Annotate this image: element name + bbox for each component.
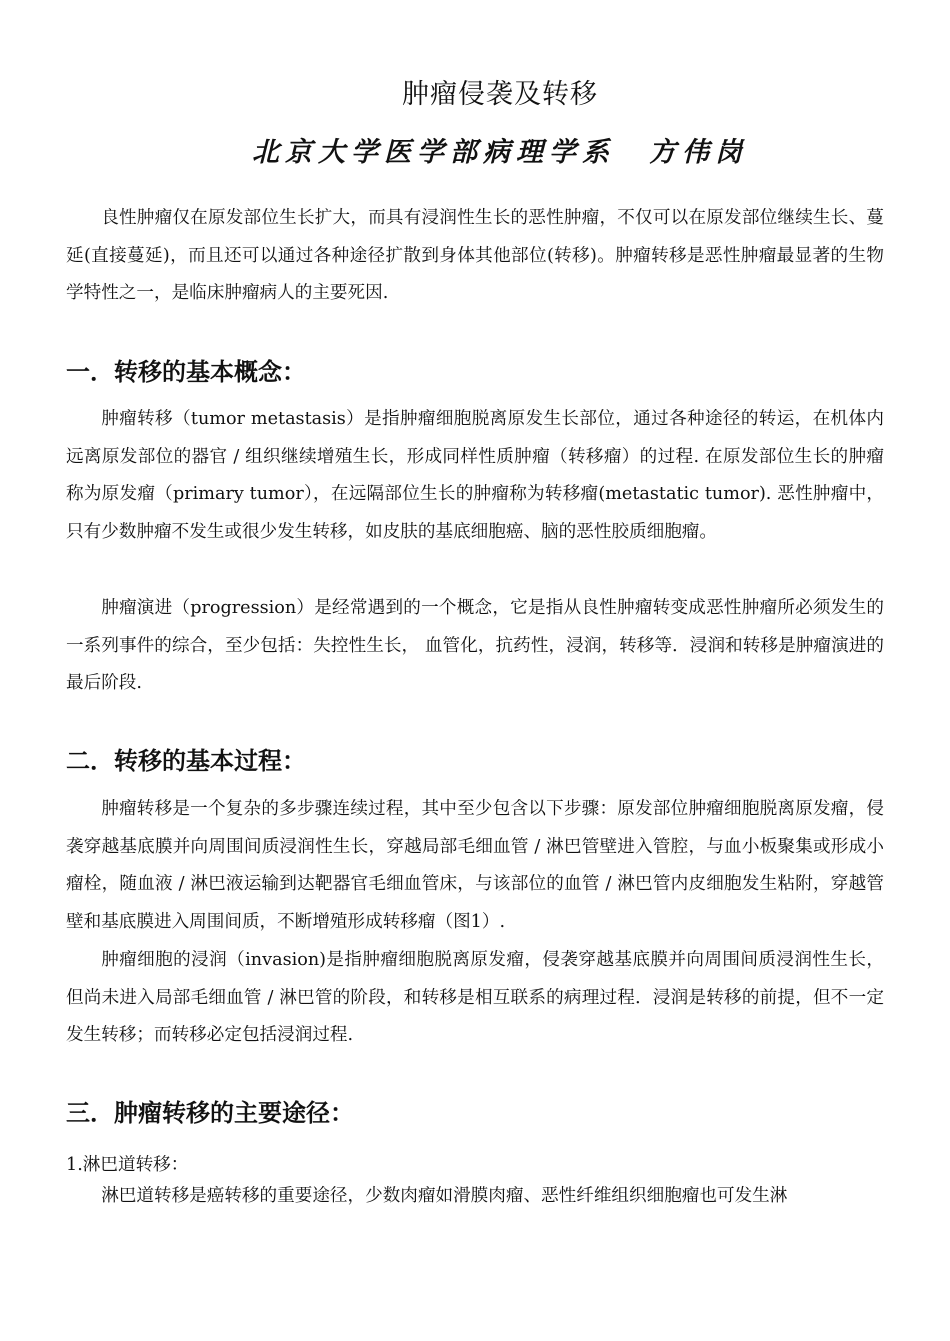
section-heading-3: 三．肿瘤转移的主要途径：: [66, 1099, 354, 1127]
subsection-heading-lymphatic: 1.淋巴道转移：: [66, 1155, 189, 1175]
author-line: [0, 130, 950, 169]
section-heading-2: 二．转移的基本过程：: [66, 747, 306, 775]
document-title: 肿瘤侵袭及转移: [402, 79, 598, 110]
section-2-paragraph-2: 肿瘤细胞的浸润（invasion)是指肿瘤细胞脱离原发瘤，侵袭穿越基底膜并向周围间质浸润性生长，但尚未进入局部毛细血管 / 淋巴管的阶段，和转移是相互联系的病理过程．浸润是转移的前提，但不一定发生转移；而转移必定包括浸润过程.: [66, 950, 884, 1045]
section-3-paragraph-1: 淋巴道转移是癌转移的重要途径，少数肉瘤如滑膜肉瘤、恶性纤维组织细胞瘤也可发生淋: [101, 1186, 788, 1206]
section-heading-1: 一．转移的基本概念：: [66, 358, 306, 386]
author-affiliation: 北京大学医学部病理学系: [252, 137, 615, 168]
section-2-paragraph-1: 肿瘤转移是一个复杂的多步骤连续过程，其中至少包含以下步骤：原发部位肿瘤细胞脱离原发瘤，侵袭穿越基底膜并向周围间质浸润性生长，穿越局部毛细血管 / 淋巴管壁进入管腔，与血小板聚集或形成小瘤栓，随血液 / 淋巴液运输到达靶器官毛细血管床，与该部位的血管 / 淋巴管内皮细胞发生粘附，穿越管壁和基底膜进入周围间质，不断增殖形成转移瘤（图1）.: [66, 799, 884, 932]
intro-paragraph: 良性肿瘤仅在原发部位生长扩大，而具有浸润性生长的恶性肿瘤，不仅可以在原发部位继续生长、蔓延(直接蔓延)，而且还可以通过各种途径扩散到身体其他部位(转移)。肿瘤转移是恶性肿瘤最显著的生物学特性之一，是临床肿瘤病人的主要死因.: [66, 208, 884, 303]
section-1-paragraph-2: 肿瘤演进（progression）是经常遇到的一个概念，它是指从良性肿瘤转变成恶性肿瘤所必须发生的一系列事件的综合，至少包括：失控性生长， 血管化，抗药性，浸润，转移等．浸润和转移是肿瘤演进的最后阶段.: [66, 598, 884, 693]
section-1-paragraph-1: 肿瘤转移（tumor metastasis）是指肿瘤细胞脱离原发生长部位，通过各种途径的转运，在机体内远离原发部位的器官 / 组织继续增殖生长，形成同样性质肿瘤（转移瘤）的过程. 在原发部位生长的肿瘤称为原发瘤（primary tumor），在远隔部位生长的肿瘤称为转移瘤(metastatic tumor). 恶性肿瘤中，只有少数肿瘤不发生或很少发生转移，如皮肤的基底细胞癌、脑的恶性胶质细胞瘤。: [66, 409, 884, 542]
author-name: 方伟岗: [649, 137, 748, 168]
